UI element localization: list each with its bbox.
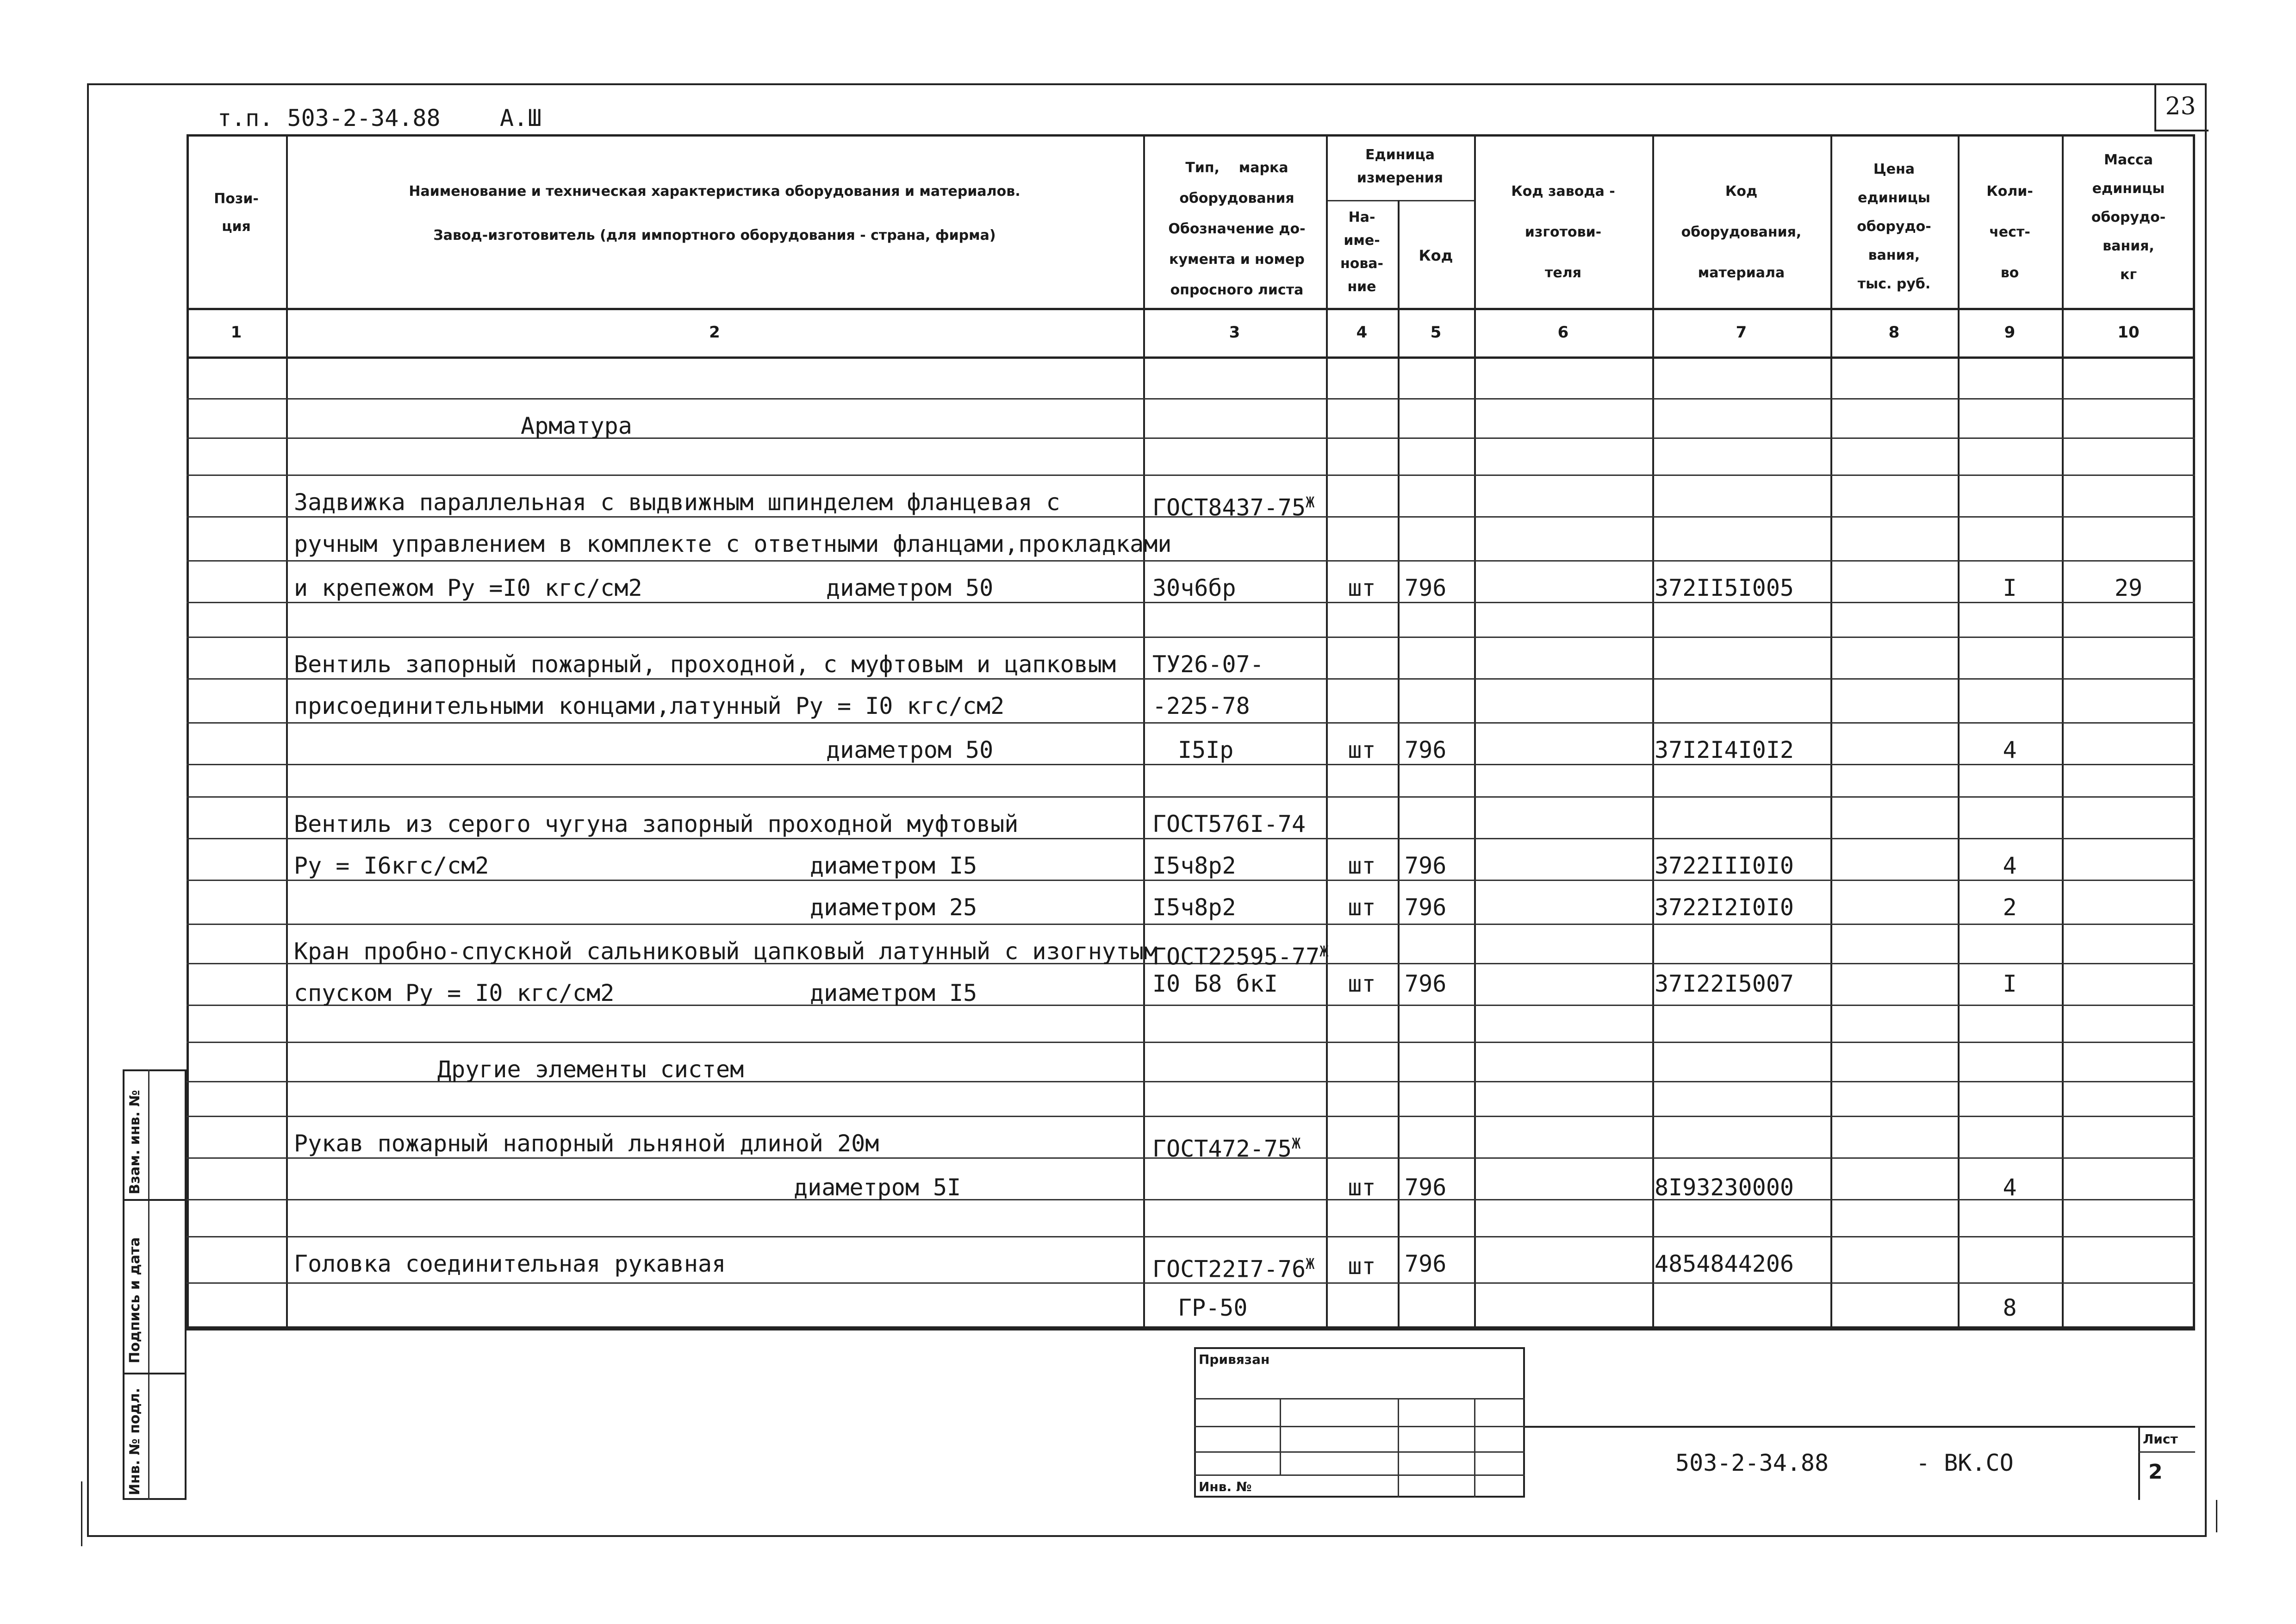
item-diameter: диаметром 5I — [794, 1174, 961, 1201]
row-line — [187, 1199, 2195, 1200]
item-document: ТУ26-07- — [1152, 651, 1264, 678]
item-quantity: 4 — [2003, 1174, 2017, 1201]
item-unit-code: 796 — [1405, 1250, 1447, 1277]
col-number: 4 — [1356, 323, 1368, 342]
item-name: Ру = I6кгс/см2 — [294, 852, 489, 879]
col-header-mass: Масса единицы оборудо- вания, кг — [2091, 152, 2166, 283]
col-number: 2 — [709, 323, 720, 342]
item-diameter: диаметром 25 — [810, 894, 977, 921]
item-unit-code: 796 — [1405, 1174, 1447, 1201]
sheet-divider — [2138, 1451, 2195, 1453]
row-line — [187, 1236, 2195, 1237]
item-name: присоединительными концами,латунный Ру = I0 кгс/см2 — [294, 693, 1005, 719]
item-mass: 29 — [2114, 575, 2143, 601]
col-header-factory-code: Код завода - изготови- теля — [1511, 183, 1615, 281]
item-document: -225-78 — [1152, 693, 1250, 719]
doc-reference: т.п. 503-2-34.88 — [218, 105, 441, 131]
col-number: 5 — [1430, 323, 1442, 342]
item-material-code: 37I2I4I0I2 — [1655, 737, 1794, 763]
stamp-line — [1398, 1398, 1399, 1498]
col-header-quantity: Коли- чест- во — [1986, 183, 2033, 281]
item-name: и крепежом Ру =I0 кгс/см2 — [294, 575, 642, 601]
col-header-name-b: Завод-изготовитель (для импортного оборудования - страна, фирма) — [433, 227, 996, 244]
stamp-top-line — [187, 1329, 2195, 1330]
stamp-line — [1474, 1398, 1475, 1498]
item-unit: шт — [1348, 737, 1376, 763]
item-name: Вентиль запорный пожарный, проходной, с муфтовым и цапковым — [294, 651, 1116, 678]
number-row-divider — [187, 356, 2195, 359]
side-label-podl: Инв. № подл. — [127, 1387, 143, 1495]
row-line — [187, 560, 2195, 562]
title-block-line — [1525, 1426, 2195, 1428]
item-diameter: диаметром I5 — [810, 852, 977, 879]
item-quantity: I — [2003, 970, 2017, 997]
item-type: 30ч6бр — [1152, 575, 1236, 601]
col-header-name-a: Наименование и техническая характеристика оборудования и материалов. — [409, 183, 1020, 200]
item-document: $ГОСТ22I7-76^Ж$ — [1152, 1255, 1315, 1283]
row-line — [187, 475, 2195, 476]
designation: 503-2-34.88 — [1675, 1449, 1829, 1476]
row-line — [187, 924, 2195, 925]
col-number: 7 — [1736, 323, 1747, 342]
privyazan-label: Привязан — [1199, 1352, 1270, 1367]
item-unit: шт — [1348, 1253, 1376, 1280]
col-line — [286, 134, 288, 1329]
item-material-code: 37I22I5007 — [1655, 970, 1794, 997]
col-header-unit-group: Единица измерения — [1356, 147, 1444, 186]
side-stamp-line — [123, 1199, 187, 1201]
item-document: $ГОСТ472-75^Ж$ — [1152, 1135, 1301, 1162]
row-line — [187, 437, 2195, 439]
side-stamp-line — [123, 1373, 187, 1374]
item-quantity: 8 — [2003, 1294, 2017, 1321]
row-line — [187, 722, 2195, 724]
item-unit: шт — [1348, 852, 1376, 879]
item-material-code: 372II5I005 — [1655, 575, 1794, 601]
item-document: ГР-50 — [1178, 1294, 1248, 1321]
item-quantity: I — [2003, 575, 2017, 601]
item-quantity: 4 — [2003, 737, 2017, 763]
item-unit-code: 796 — [1405, 737, 1447, 763]
col-header-unit-code: Код — [1419, 247, 1453, 264]
col-line — [1474, 134, 1476, 1329]
header-divider — [187, 308, 2195, 310]
col-line — [2062, 134, 2064, 1329]
col-header-unit-name: На- име- нова- ние — [1340, 209, 1384, 295]
col-line — [1958, 134, 1960, 1329]
page-number: 23 — [2165, 93, 2196, 120]
row-line — [187, 796, 2195, 798]
item-quantity: 4 — [2003, 852, 2017, 879]
item-type: I5ч8р2 — [1152, 894, 1236, 921]
album-label: А.Ш — [500, 105, 542, 131]
side-stamp-line — [148, 1069, 149, 1500]
row-line — [187, 764, 2195, 765]
item-document: $ГОСТ22595-77^Ж$ — [1152, 943, 1329, 970]
col-number: 8 — [1888, 323, 1900, 342]
item-document: ГОСТ576I-74 — [1152, 811, 1306, 837]
col-header-price: Цена единицы оборудо- вания, тыс. руб. — [1857, 161, 1931, 292]
item-name: Задвижка параллельная с выдвижным шпинделем фланцевая с — [294, 489, 1060, 516]
col-number: 1 — [230, 323, 242, 342]
item-material-code: 3722I2I0I0 — [1655, 894, 1794, 921]
row-line — [187, 880, 2195, 881]
sheet-number: 2 — [2148, 1460, 2163, 1484]
row-line — [187, 398, 2195, 400]
col-header-type: Тип, марка оборудования Обозначение до- кумента и номер опросного листа — [1168, 160, 1306, 298]
side-label-podpis: Подпись и дата — [127, 1237, 143, 1363]
item-type: I5ч8р2 — [1152, 852, 1236, 879]
col-number: 6 — [1557, 323, 1569, 342]
item-unit-code: 796 — [1405, 575, 1447, 601]
col-header-equipment-code: Код оборудования, материала — [1681, 183, 1802, 281]
inv-no-label: Инв. № — [1199, 1479, 1252, 1494]
item-unit-code: 796 — [1405, 970, 1447, 997]
item-unit: шт — [1348, 575, 1376, 601]
item-type: I5Iр — [1178, 737, 1234, 763]
col-number: 3 — [1229, 323, 1240, 342]
item-unit-code: 796 — [1405, 894, 1447, 921]
item-material-code: 8I93230000 — [1655, 1174, 1794, 1201]
item-unit: шт — [1348, 894, 1376, 921]
sheet-label: Лист — [2143, 1431, 2178, 1447]
row-line — [187, 838, 2195, 839]
item-name: Кран пробно-спускной сальниковый цапковый латунный с изогнутым — [294, 938, 1158, 965]
col-number: 10 — [2117, 323, 2140, 342]
crop-mark — [81, 1481, 82, 1546]
item-type: I0 Б8 бкI — [1152, 970, 1278, 997]
unit-group-divider — [1326, 200, 1474, 201]
item-unit-code: 796 — [1405, 852, 1447, 879]
item-material-code: 4854844206 — [1655, 1250, 1794, 1277]
item-quantity: 2 — [2003, 894, 2017, 921]
row-line — [187, 678, 2195, 680]
section-title: Арматура — [521, 412, 632, 439]
row-line — [187, 1042, 2195, 1043]
item-material-code: 3722III0I0 — [1655, 852, 1794, 879]
col-line — [1652, 134, 1654, 1329]
item-diameter: диаметром 50 — [826, 737, 994, 763]
designation-suffix: - ВК.СО — [1916, 1449, 2014, 1476]
col-line — [1143, 134, 1145, 1329]
item-name: ручным управлением в комплекте с ответными фланцами,прокладками — [294, 531, 1172, 557]
col-number: 9 — [2004, 323, 2016, 342]
item-unit: шт — [1348, 970, 1376, 997]
stamp-line — [1280, 1398, 1281, 1474]
item-name: Рукав пожарный напорный льняной длиной 20м — [294, 1130, 879, 1157]
side-label-vzam: Взам. инв. № — [127, 1090, 143, 1194]
section-title: Другие элементы систем — [437, 1056, 744, 1083]
col-line — [1326, 134, 1328, 1329]
row-line — [187, 602, 2195, 603]
crop-mark — [2216, 1500, 2217, 1532]
item-name: спуском Ру = I0 кгс/см2 — [294, 980, 615, 1006]
col-line — [1830, 134, 1832, 1329]
item-name: Вентиль из серого чугуна запорный проходной муфтовый — [294, 811, 1019, 837]
item-name: Головка соединительная рукавная — [294, 1250, 726, 1277]
item-diameter: диаметром I5 — [810, 980, 977, 1006]
row-line — [187, 637, 2195, 638]
item-diameter: диаметром 50 — [826, 575, 994, 601]
row-line — [187, 1116, 2195, 1117]
item-document: $ГОСТ8437-75^Ж$ — [1152, 493, 1315, 521]
item-unit: шт — [1348, 1174, 1376, 1201]
col-header-position: Пози- ция — [214, 191, 259, 235]
